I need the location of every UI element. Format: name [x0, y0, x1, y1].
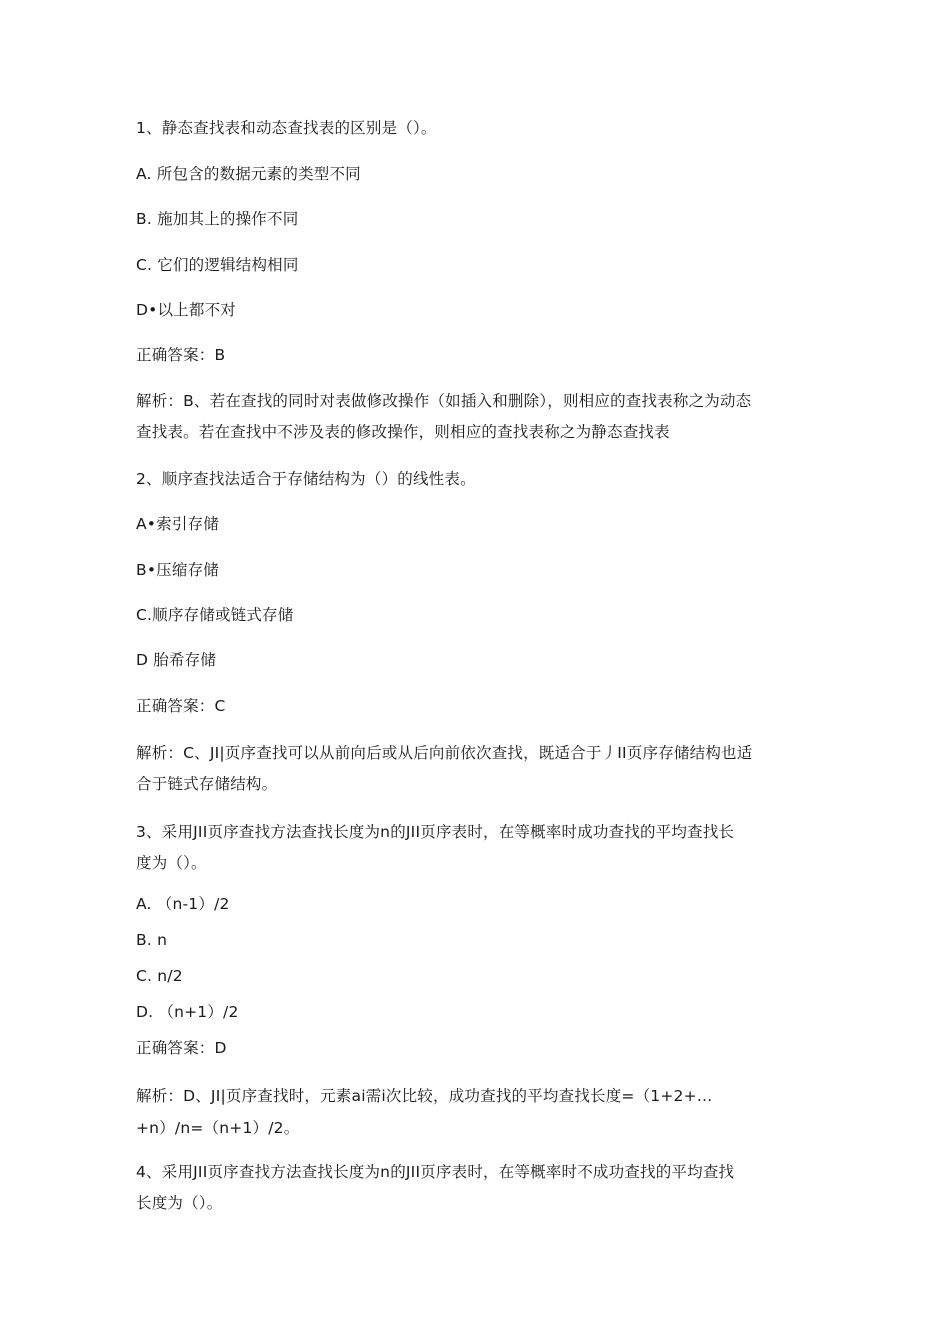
- question-4-text-line-1: 4、采用JII页序查找方法查找长度为n的JII页序表时，在等概率时不成功查找的平均查找: [136, 1163, 735, 1181]
- question-3-option-a: A. （n-1）/2: [136, 895, 230, 913]
- question-3-analysis-line-1: 解析：D、JI|页序查找时，元素ai需i次比较，成功查找的平均查找长度=（1+2+…: [136, 1087, 713, 1105]
- question-1-option-a: A. 所包含的数据元素的类型不同: [136, 165, 361, 183]
- question-3-option-d: D. （n+1）/2: [136, 1003, 239, 1021]
- question-2-answer: 正确答案：C: [136, 697, 226, 715]
- question-3-text-line-1: 3、采用JII页序查找方法查找长度为n的JII页序表时，在等概率时成功查找的平均查找长: [136, 823, 735, 841]
- question-1-option-c: C. 它们的逻辑结构相同: [136, 256, 299, 274]
- question-2-analysis-line-2: 合于链式存储结构。: [136, 775, 278, 793]
- question-2-option-a: A•索引存储: [136, 515, 219, 533]
- question-3-option-b: B. n: [136, 931, 168, 949]
- question-1-option-b: B. 施加其上的操作不同: [136, 210, 299, 228]
- question-2-analysis-line-1: 解析：C、JI|页序查找可以从前向后或从后向前依次查找，既适合于丿II页序存储结构也适: [136, 744, 753, 762]
- question-1-answer: 正确答案：B: [136, 346, 226, 364]
- question-1-analysis-line-1: 解析：B、若在查找的同时对表做修改操作（如插入和删除），则相应的查找表称之为动态: [136, 392, 752, 410]
- question-1-text: 1、静态查找表和动态查找表的区别是（）。: [136, 119, 437, 137]
- question-3-analysis-line-2: +n）/n=（n+1）/2。: [136, 1119, 300, 1137]
- question-2-option-d: D 胎希存储: [136, 651, 217, 669]
- question-4-text-line-2: 长度为（）。: [136, 1194, 223, 1212]
- question-1-option-d: D•以上都不对: [136, 301, 236, 319]
- question-2-option-b: B•压缩存储: [136, 561, 219, 579]
- question-1-analysis-line-2: 查找表。若在查找中不涉及表的修改操作，则相应的查找表称之为静态查找表: [136, 423, 670, 441]
- question-3-text-line-2: 度为（）。: [136, 854, 207, 872]
- question-2-option-c: C.顺序存储或链式存储: [136, 606, 294, 624]
- question-2-text: 2、顺序查找法适合于存储结构为（）的线性表。: [136, 470, 476, 488]
- question-3-answer: 正确答案：D: [136, 1039, 227, 1057]
- question-3-option-c: C. n/2: [136, 967, 183, 985]
